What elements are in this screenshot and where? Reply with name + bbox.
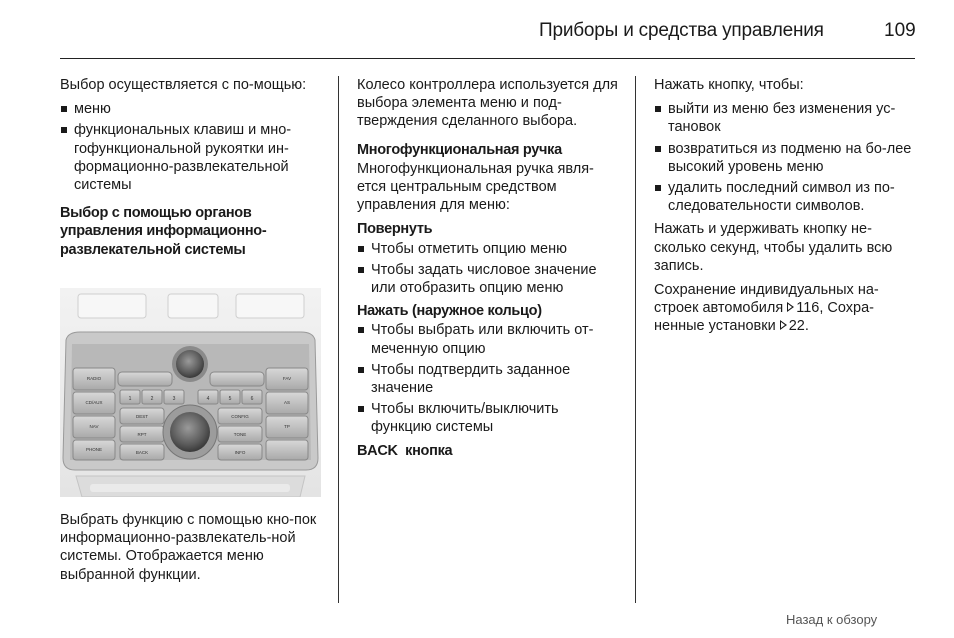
page-reference-link[interactable]: 116 xyxy=(796,300,820,317)
back-button-heading: BACK кнопка xyxy=(357,442,453,459)
page-number: 109 xyxy=(884,20,916,41)
list-item: выйти из меню без изменения ус-тановок xyxy=(654,100,916,136)
turn-heading: Повернуть xyxy=(357,221,433,238)
nav-button-label: NAV xyxy=(89,424,99,429)
num4-label: 4 xyxy=(206,396,210,402)
press-heading: Нажать (наружное кольцо) xyxy=(357,303,542,320)
fav-button-label: FAV xyxy=(282,376,292,381)
multifunction-knob-heading: Многофункциональная ручка xyxy=(357,141,562,158)
dest-button-label: DEST xyxy=(135,414,149,419)
phone-button-label: PHONE xyxy=(85,447,103,452)
column-1 xyxy=(60,76,322,260)
col1-intro-list xyxy=(60,100,322,194)
hold-text: Нажать и удерживать кнопку не-сколько секунд, чтобы удалить всю запись. xyxy=(654,221,893,274)
back-actions-list xyxy=(654,100,916,215)
infotainment-panel-photo xyxy=(60,288,321,497)
header-divider xyxy=(60,58,915,59)
col1-heading: Выбор с помощью органов управления информационно-развлекательной системы xyxy=(60,205,267,258)
tp-button-label: TP xyxy=(284,424,290,429)
turn-list xyxy=(357,240,622,298)
settings-text-part: . xyxy=(804,318,809,335)
list-item: функциональных клавиш и мно-гофункциональной рукоятки ин-формационно-развлекательной системы xyxy=(60,121,322,194)
back-to-overview-link[interactable]: Назад к обзору xyxy=(786,612,878,627)
list-item: Чтобы выбрать или включить от-меченную опцию xyxy=(357,321,622,357)
col2-intro: Колесо контроллера используется для выбора элемента меню и под-тверждения сделанного выбора. xyxy=(357,77,618,130)
left-button-column xyxy=(73,368,115,460)
right-button-column xyxy=(266,368,308,460)
rpt-button-label: RPT xyxy=(137,432,147,437)
multifunction-knob-text: Многофункциональная ручка явля-ется центральным средством управления для меню: xyxy=(357,160,594,214)
num1-label: 1 xyxy=(128,396,132,402)
list-item: Чтобы отметить опцию меню xyxy=(357,240,622,258)
column-3 xyxy=(654,76,916,342)
list-item: возвратиться из подменю на бо-лее высокий уровень меню xyxy=(654,140,916,176)
page-header-title: Приборы и средства управления xyxy=(539,20,824,41)
page-reference-arrow-icon xyxy=(787,302,794,312)
column-divider-2 xyxy=(635,76,636,603)
col3-intro: Нажать кнопку, чтобы: xyxy=(654,77,804,93)
info-button-label: INFO xyxy=(234,450,246,455)
list-item: меню xyxy=(60,100,322,118)
page-reference-link[interactable]: 22 xyxy=(788,318,805,335)
num3-label: 3 xyxy=(172,396,176,402)
press-list xyxy=(357,321,622,436)
num5-label: 5 xyxy=(228,396,232,402)
list-item: Чтобы подтвердить заданное значение xyxy=(357,361,622,397)
page-reference-arrow-icon xyxy=(780,320,787,330)
col1-intro: Выбор осуществляется с по-мощью: xyxy=(60,77,307,93)
list-item: Чтобы включить/выключить функцию системы xyxy=(357,400,622,436)
settings-text-part: Сохранение индивидуальных на-строек автомобиля xyxy=(654,282,879,317)
back-button-label: BACK xyxy=(135,450,149,455)
config-button-label: CONFIG xyxy=(231,414,249,419)
settings-text xyxy=(654,281,916,336)
tone-button-label: TONE xyxy=(233,432,247,437)
column-2 xyxy=(357,76,622,461)
column-divider-1 xyxy=(338,76,339,603)
num6-label: 6 xyxy=(250,396,254,402)
as-button-label: AS xyxy=(283,400,291,405)
list-item: удалить последний символ из по-следовательности символов. xyxy=(654,179,916,215)
list-item: Чтобы задать числовое значение или отобразить опцию меню xyxy=(357,261,622,297)
radio-button-label: RADIO xyxy=(86,376,102,381)
num2-label: 2 xyxy=(150,396,154,402)
cdaux-button-label: CD/AUX xyxy=(85,400,103,405)
panel-caption: Выбрать функцию с помощью кно-пок информационно-развлекатель-ной системы. Отображается меню выбранной функции. xyxy=(60,512,317,583)
settings-text-part: , Сохра-ненные установки xyxy=(654,300,874,335)
